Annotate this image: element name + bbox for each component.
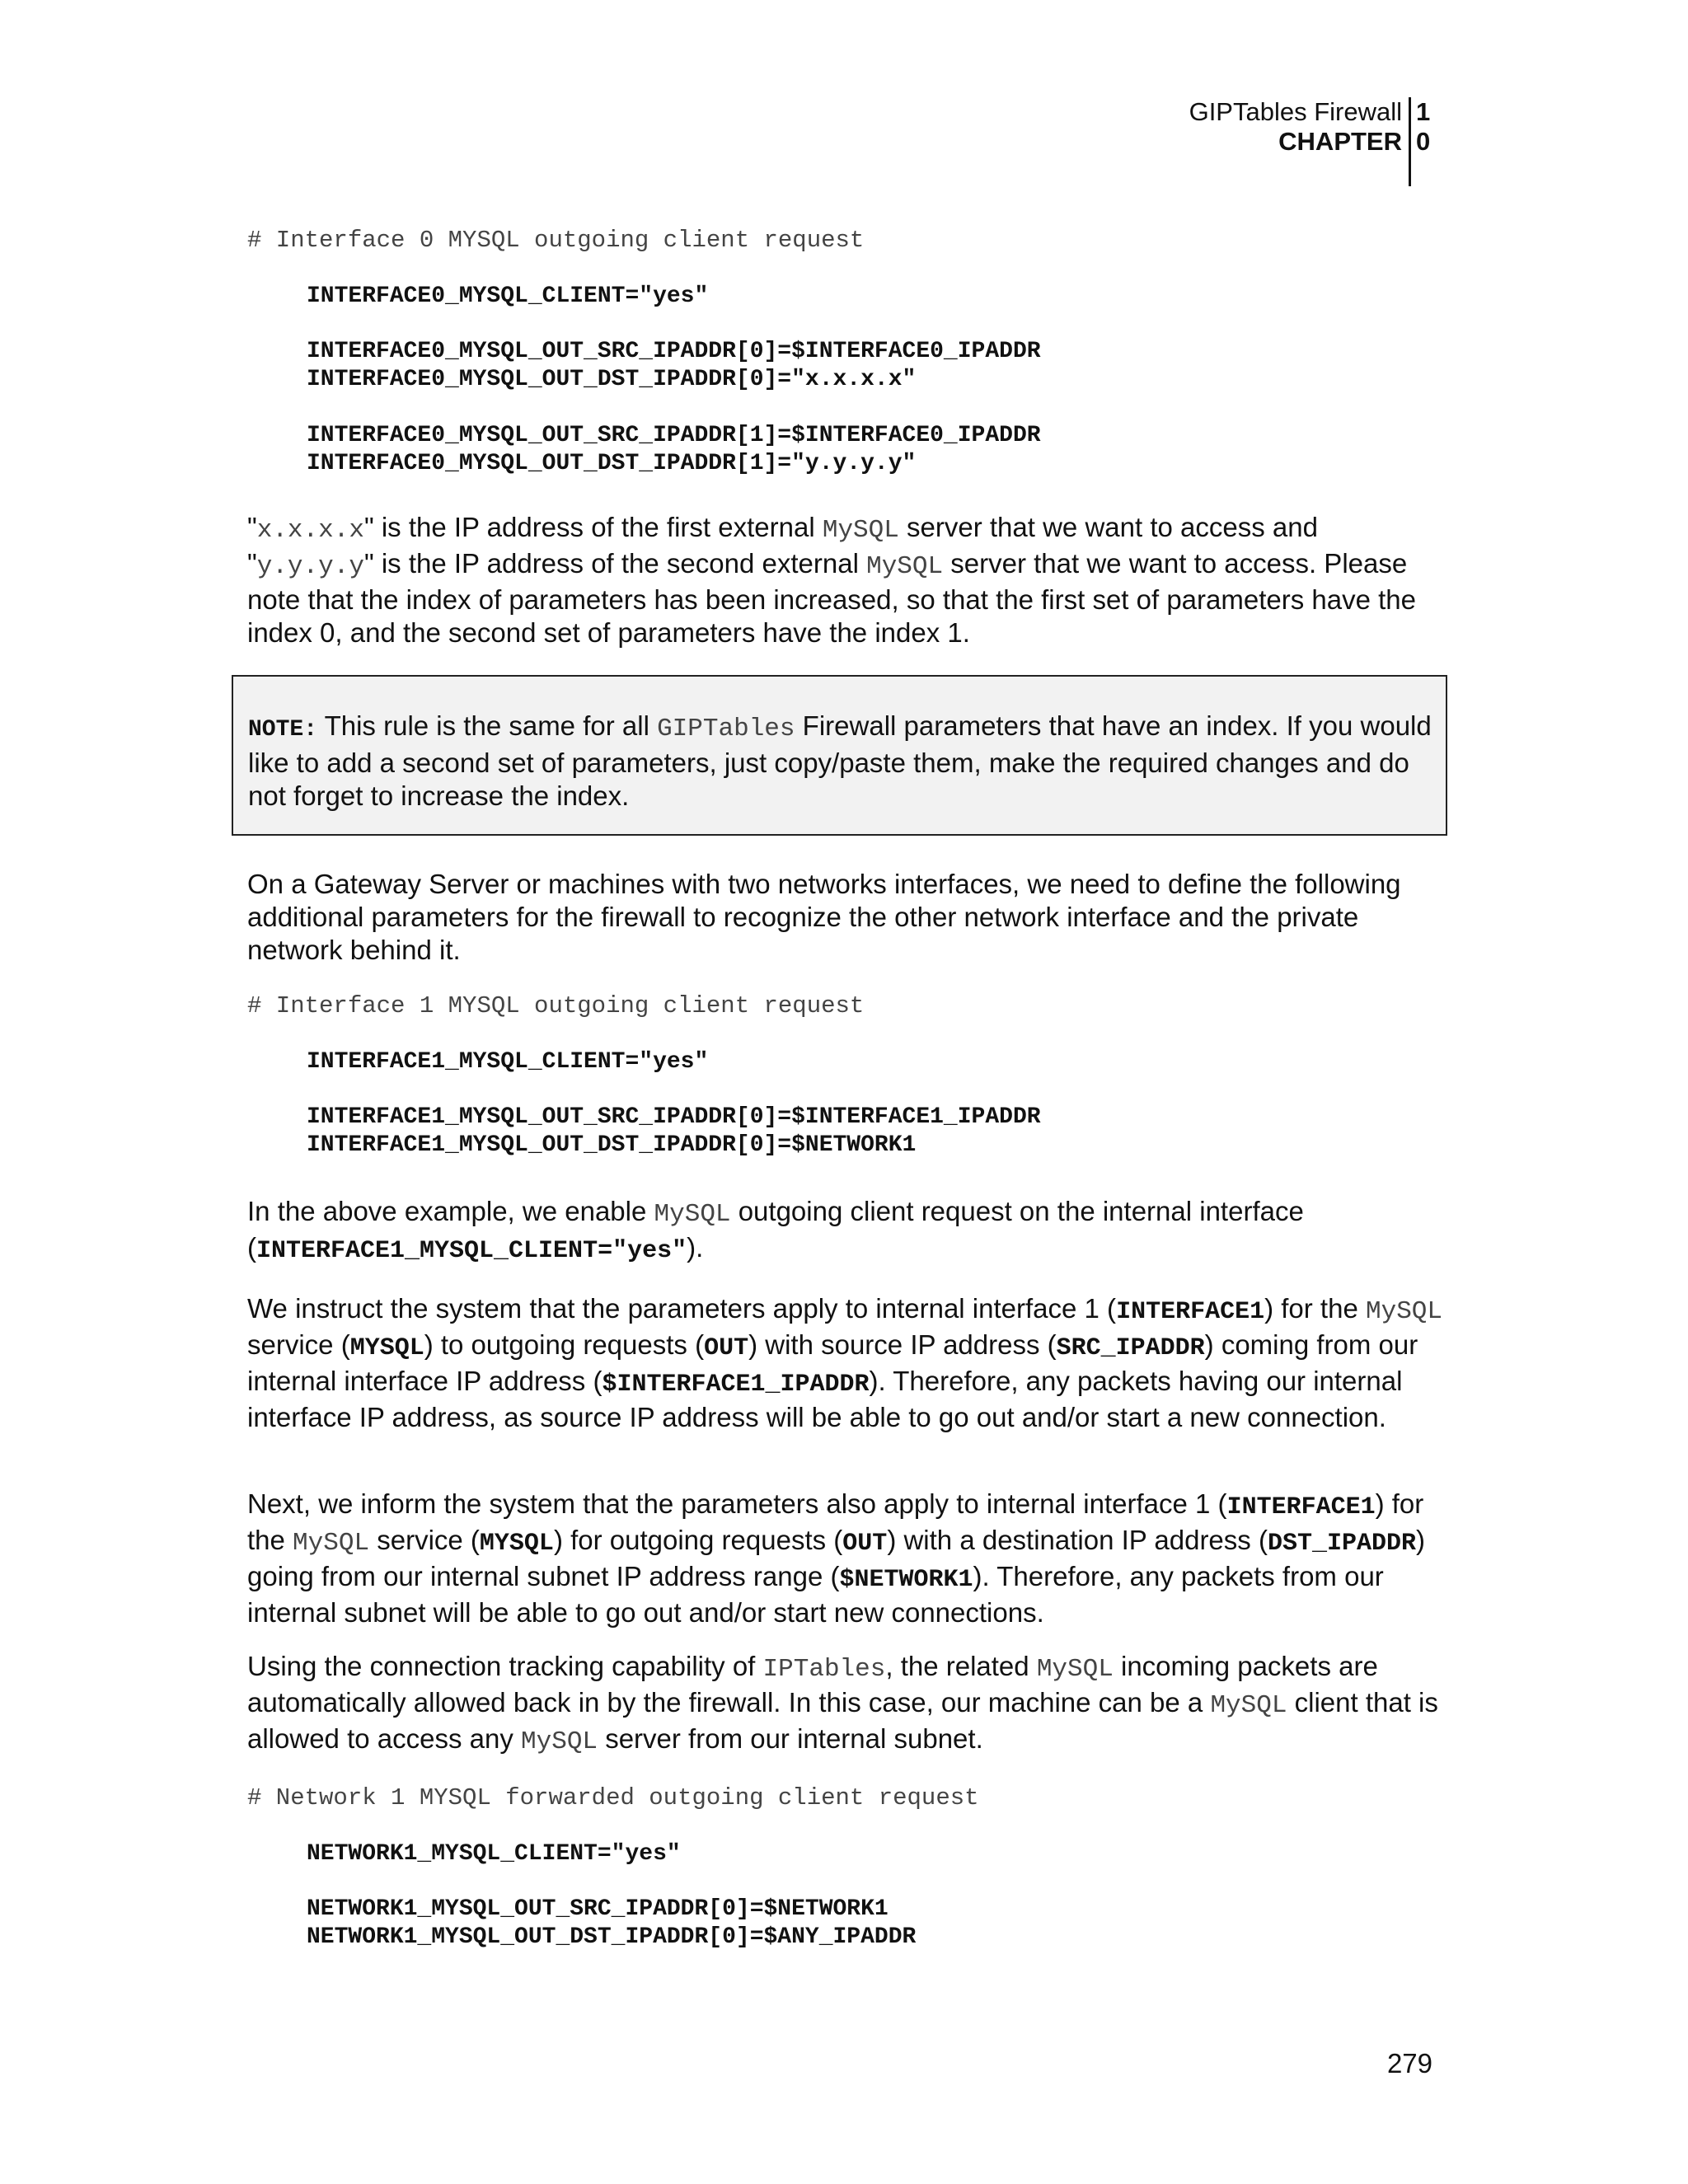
paragraph-instruct: We instruct the system that the parameters apply to internal interface 1 (INTERFACE1) for the MySQL service (MYSQL) to outgoing requests (OUT) with source IP address (SRC_IPADDR) coming from our internal interface IP address ($INTERFACE1_IPADDR). Therefore, any packets having our internal interface IP address, as source IP address will be able to go out and/or start a new connection. [247, 1293, 1442, 1432]
code-line: NETWORK1_MYSQL_CLIENT="yes" [307, 1841, 681, 1867]
chapter-number-1: 1 [1409, 97, 1432, 127]
code-comment-2: # Interface 1 MYSQL outgoing client request [247, 992, 865, 1019]
code-line: NETWORK1_MYSQL_OUT_DST_IPADDR[0]=$ANY_IPADDR [307, 1924, 917, 1950]
header-title: GIPTables Firewall [1189, 97, 1402, 126]
chapter-number-2: 0 [1409, 127, 1432, 157]
note-text: NOTE: This rule is the same for all GIPTables Firewall parameters that have an index. If you would like to add a second set of parameters, just copy/paste them, make the required changes and do not forget to increase the index. [248, 710, 1432, 811]
code-comment-1: # Interface 0 MYSQL outgoing client request [247, 227, 865, 254]
code-line: INTERFACE0_MYSQL_OUT_SRC_IPADDR[1]=$INTERFACE0_IPADDR [307, 423, 1041, 448]
paragraph-tracking: Using the connection tracking capability of IPTables, the related MySQL incoming packets are automatically allowed back in by the firewall. In this case, our machine can be a MySQL client that is allowed to access any MySQL server from our internal subnet. [247, 1651, 1438, 1756]
code-line: INTERFACE1_MYSQL_OUT_SRC_IPADDR[0]=$INTERFACE1_IPADDR [307, 1104, 1041, 1130]
code-line: NETWORK1_MYSQL_OUT_SRC_IPADDR[0]=$NETWORK1 [307, 1896, 889, 1922]
header-rule [1409, 157, 1411, 186]
code-line: INTERFACE0_MYSQL_OUT_SRC_IPADDR[0]=$INTERFACE0_IPADDR [307, 339, 1041, 364]
code-line: INTERFACE1_MYSQL_CLIENT="yes" [307, 1049, 709, 1075]
running-header [1189, 97, 1432, 157]
note-box [232, 675, 1447, 836]
note-label: NOTE: [248, 717, 318, 743]
header-chapter-label: CHAPTER [1278, 127, 1402, 156]
code-line: INTERFACE0_MYSQL_OUT_DST_IPADDR[0]="x.x.x.x" [307, 367, 917, 392]
paragraph-next: Next, we inform the system that the parameters also apply to internal interface 1 (INTERFACE1) for the MySQL service (MYSQL) for outgoing requests (OUT) with a destination IP address (DST_IPADDR) going from our internal subnet IP address range ($NETWORK1). Therefore, any packets from our internal subnet will be able to go out and/or start new connections. [247, 1488, 1425, 1628]
paragraph-ip-addresses: "x.x.x.x" is the IP address of the first external MySQL server that we want to access and "y.y.y.y" is the IP address of the second external MySQL server that we want to access. Please note that the index of parameters has been increased, so that the first set of parameters have the index 0, and the second set of parameters have the index 1. [247, 512, 1417, 648]
paragraph-gateway: On a Gateway Server or machines with two networks interfaces, we need to define the following additional parameters for the firewall to recognize the other network interface and the private network behind it. [247, 869, 1401, 965]
code-comment-3: # Network 1 MYSQL forwarded outgoing client request [247, 1784, 979, 1811]
paragraph-example: In the above example, we enable MySQL outgoing client request on the internal interface (INTERFACE1_MYSQL_CLIENT="yes"). [247, 1196, 1304, 1265]
code-line: INTERFACE0_MYSQL_CLIENT="yes" [307, 284, 709, 309]
page-number: 279 [1386, 2048, 1432, 2079]
code-line: INTERFACE1_MYSQL_OUT_DST_IPADDR[0]=$NETWORK1 [307, 1132, 917, 1158]
code-line: INTERFACE0_MYSQL_OUT_DST_IPADDR[1]="y.y.y.y" [307, 451, 917, 476]
